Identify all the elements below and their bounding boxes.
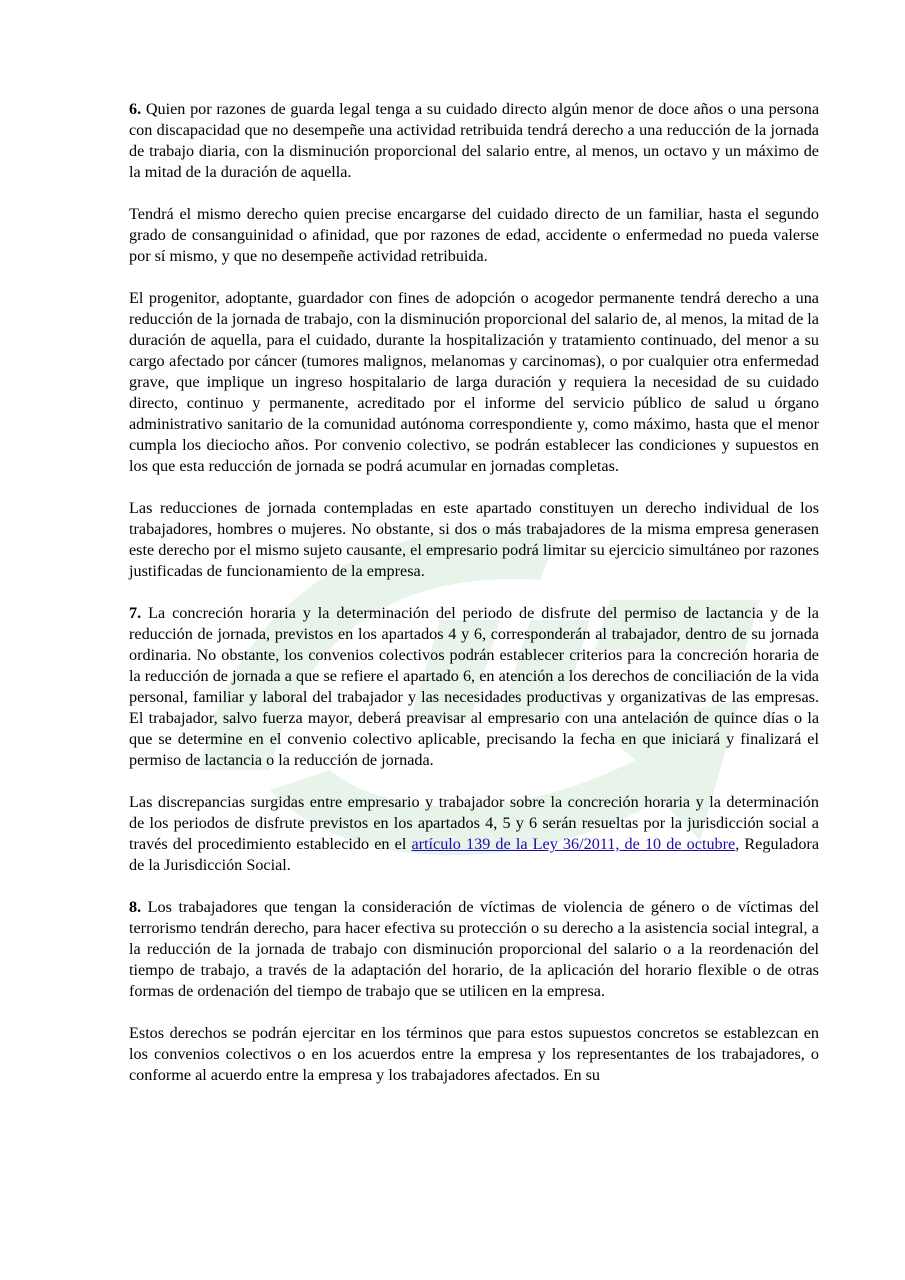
paragraph-text: Estos derechos se podrán ejercitar en los términos que para estos supuestos concretos se establezcan en los convenios colectivos o en los acuerdos entre la empresa y los representantes de los trabajadores, o conforme al acuerdo entre la empresa y los trabajadores afectados. En su bbox=[129, 1024, 819, 1084]
paragraph-7 bbox=[129, 603, 819, 771]
paragraph-familiar bbox=[129, 204, 819, 267]
document-body bbox=[129, 99, 819, 1086]
paragraph-discrepancias bbox=[129, 792, 819, 876]
paragraph-text: Los trabajadores que tengan la consideración de víctimas de violencia de género o de víctimas del terrorismo tendrán derecho, para hacer efectiva su protección o su derecho a la asistencia social integral, a la reducción de la jornada de trabajo con disminución proporcional del salario o a la reordenación del tiempo de trabajo, a través de la adaptación del horario, de la aplicación del horario flexible o de otras formas de ordenación del tiempo de trabajo que se utilicen en la empresa. bbox=[129, 898, 819, 1000]
section-number-7: 7. bbox=[129, 604, 142, 622]
paragraph-6 bbox=[129, 99, 819, 183]
ley-36-2011-link[interactable]: artículo 139 de la Ley 36/2011, de 10 de octubre bbox=[411, 835, 736, 853]
section-number-8: 8. bbox=[129, 898, 142, 916]
paragraph-progenitor bbox=[129, 288, 819, 477]
paragraph-derechos bbox=[129, 1023, 819, 1086]
paragraph-8 bbox=[129, 897, 819, 1002]
paragraph-text: Tendrá el mismo derecho quien precise encargarse del cuidado directo de un familiar, hasta el segundo grado de consanguinidad o afinidad, que por razones de edad, accidente o enfermedad no pueda valerse por sí mismo, y que no desempeñe actividad retribuida. bbox=[129, 205, 819, 265]
section-number-6: 6. bbox=[129, 100, 142, 118]
paragraph-reducciones bbox=[129, 498, 819, 582]
paragraph-text: La concreción horaria y la determinación del periodo de disfrute del permiso de lactancia y de la reducción de jornada, previstos en los apartados 4 y 6, corresponderán al trabajador, dentro de su jornada ordinaria. No obstante, los convenios colectivos podrán establecer criterios para la concreción horaria de la reducción de jornada a que se refiere el apartado 6, en atención a los derechos de conciliación de la vida personal, familiar y laboral del trabajador y las necesidades productivas y organizativas de las empresas. El trabajador, salvo fuerza mayor, deberá preavisar al empresario con una antelación de quince días o la que se determine en el convenio colectivo aplicable, precisando la fecha en que iniciará y finalizará el permiso de lactancia o la reducción de jornada. bbox=[129, 604, 819, 769]
paragraph-text: Las discrepancias surgidas entre empresario y trabajador sobre la concreción horaria y la determinación de los periodos de disfrute previstos en los apartados 4, 5 y 6 serán resueltas por la jurisdicción social a través del procedimiento establecido en el bbox=[129, 793, 819, 853]
paragraph-text: Las reducciones de jornada contempladas en este apartado constituyen un derecho individual de los trabajadores, hombres o mujeres. No obstante, si dos o más trabajadores de la misma empresa generasen este derecho por el mismo sujeto causante, el empresario podrá limitar su ejercicio simultáneo por razones justificadas de funcionamiento de la empresa. bbox=[129, 499, 819, 580]
paragraph-text: , Reguladora de la Jurisdicción Social. bbox=[129, 835, 820, 874]
paragraph-text: El progenitor, adoptante, guardador con fines de adopción o acogedor permanente tendrá derecho a una reducción de la jornada de trabajo, con la disminución proporcional del salario de, al menos, la mitad de la duración de aquella, para el cuidado, durante la hospitalización y tratamiento continuado, del menor a su cargo afectado por cáncer (tumores malignos, melanomas y carcinomas), o por cualquier otra enfermedad grave, que implique un ingreso hospitalario de larga duración y requiera la necesidad de su cuidado directo, continuo y permanente, acreditado por el informe del servicio público de salud u órgano administrativo sanitario de la comunidad autónoma correspondiente y, como máximo, hasta que el menor cumpla los dieciocho años. Por convenio colectivo, se podrán establecer las condiciones y supuestos en los que esta reducción de jornada se podrá acumular en jornadas completas. bbox=[129, 289, 819, 475]
paragraph-text: Quien por razones de guarda legal tenga a su cuidado directo algún menor de doce años o una persona con discapacidad que no desempeñe una actividad retribuida tendrá derecho a una reducción de la jornada de trabajo diaria, con la disminución proporcional del salario entre, al menos, un octavo y un máximo de la mitad de la duración de aquella. bbox=[129, 100, 819, 181]
